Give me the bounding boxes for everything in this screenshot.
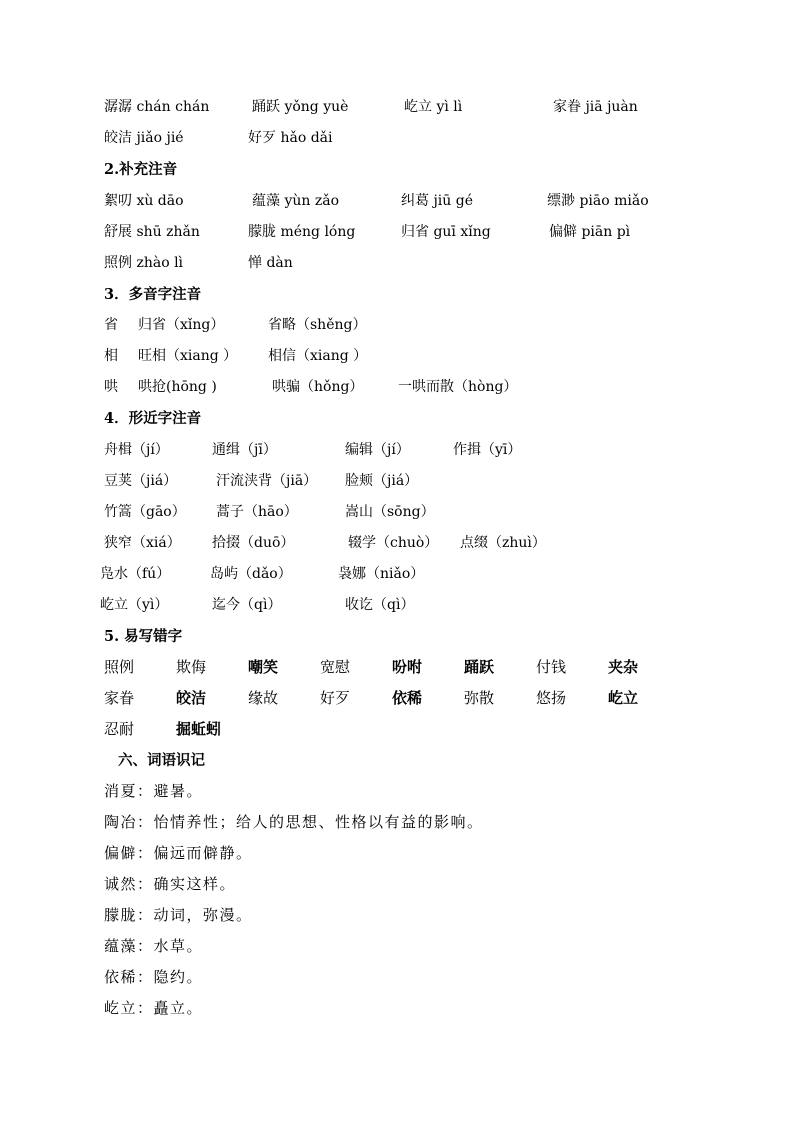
word-pinyin: 竹篙（gāo） bbox=[104, 504, 186, 520]
polyphone-char: 相 bbox=[104, 348, 118, 364]
pinyin-row bbox=[0, 221, 794, 243]
word-pinyin: 缥渺 piāo miǎo bbox=[547, 193, 649, 209]
polyphone-char: 哄 bbox=[104, 379, 118, 395]
similar-char-row bbox=[0, 594, 794, 616]
pinyin-row bbox=[0, 252, 794, 274]
polyphone-char: 省 bbox=[104, 317, 118, 333]
word-pinyin: 编辑（jí） bbox=[345, 442, 410, 458]
word-pinyin: 偏僻 piān pì bbox=[549, 224, 631, 240]
error-prone-row bbox=[0, 687, 794, 709]
word-pinyin: 一哄而散（hòng） bbox=[398, 379, 518, 395]
word-pinyin: 哄抢(hōng ) bbox=[138, 379, 217, 395]
definition-item: 消夏：避暑。 bbox=[104, 782, 204, 800]
error-prone-word: 缘故 bbox=[248, 689, 279, 707]
word-pinyin: 旺相（xiang ） bbox=[138, 348, 238, 364]
section-heading: 六、词语识记 bbox=[118, 752, 205, 769]
error-prone-word: 吩咐 bbox=[392, 658, 423, 676]
similar-char-row bbox=[0, 501, 794, 523]
word-pinyin: 屹立 yì lì bbox=[404, 99, 463, 115]
polyphone-row bbox=[0, 314, 794, 336]
error-prone-word: 屹立 bbox=[608, 689, 639, 707]
word-pinyin: 潺潺 chán chán bbox=[104, 99, 210, 115]
polyphone-row bbox=[0, 345, 794, 367]
word-pinyin: 通缉（jī） bbox=[212, 442, 277, 458]
word-pinyin: 袅娜（niǎo） bbox=[338, 566, 425, 582]
word-pinyin: 省略（shěng） bbox=[268, 317, 367, 333]
section-heading: 5. 易写错字 bbox=[104, 628, 183, 645]
similar-char-row bbox=[0, 563, 794, 585]
error-prone-word: 欺侮 bbox=[176, 658, 207, 676]
error-prone-word: 照例 bbox=[104, 658, 135, 676]
word-pinyin: 哄骗（hǒng） bbox=[272, 379, 364, 395]
error-prone-word: 弥散 bbox=[464, 689, 495, 707]
definition-item: 诚然：确实这样。 bbox=[104, 875, 237, 893]
word-pinyin: 归省 guī xǐng bbox=[401, 224, 491, 240]
word-pinyin: 蕴藻 yùn zǎo bbox=[252, 193, 339, 209]
word-pinyin: 皎洁 jiǎo jié bbox=[104, 130, 184, 146]
word-pinyin: 豆荚（jiá） bbox=[104, 473, 178, 489]
similar-char-row bbox=[0, 532, 794, 554]
word-pinyin: 照例 zhào lì bbox=[104, 255, 184, 271]
error-prone-word: 付钱 bbox=[536, 658, 567, 676]
definition-item: 依稀：隐约。 bbox=[104, 968, 204, 986]
error-prone-word: 夹杂 bbox=[608, 658, 639, 676]
word-pinyin: 踊跃 yǒng yuè bbox=[252, 99, 349, 115]
word-pinyin: 汗流浃背（jiā） bbox=[216, 473, 318, 489]
error-prone-word: 忍耐 bbox=[104, 720, 135, 738]
word-pinyin: 舟楫（jí） bbox=[104, 442, 169, 458]
similar-char-row bbox=[0, 470, 794, 492]
word-pinyin: 嵩山（sōng） bbox=[345, 504, 435, 520]
word-pinyin: 脸颊（jiá） bbox=[345, 473, 419, 489]
word-pinyin: 点缀（zhuì） bbox=[460, 535, 546, 551]
error-prone-word: 嘲笑 bbox=[248, 658, 279, 676]
word-pinyin: 舒展 shū zhǎn bbox=[104, 224, 200, 240]
word-pinyin: 归省（xǐng） bbox=[138, 317, 225, 333]
definition-item: 朦胧：动词，弥漫。 bbox=[104, 906, 253, 924]
word-pinyin: 狭窄（xiá） bbox=[104, 535, 181, 551]
definition-item: 蕴藻：水草。 bbox=[104, 937, 204, 955]
word-pinyin: 拾掇（duō） bbox=[212, 535, 295, 551]
error-prone-word: 依稀 bbox=[392, 689, 423, 707]
section-heading: 4．形近字注音 bbox=[104, 410, 202, 427]
pinyin-row bbox=[0, 190, 794, 212]
section-heading: 2.补充注音 bbox=[104, 161, 178, 178]
error-prone-word: 皎洁 bbox=[176, 689, 207, 707]
error-prone-word: 悠扬 bbox=[536, 689, 567, 707]
definition-item: 偏僻：偏远而僻静。 bbox=[104, 844, 253, 862]
section-heading: 3．多音字注音 bbox=[104, 286, 202, 303]
word-pinyin: 凫水（fú） bbox=[100, 566, 171, 582]
word-pinyin: 作揖（yī） bbox=[453, 442, 522, 458]
error-prone-row bbox=[0, 656, 794, 678]
error-prone-word: 宽慰 bbox=[320, 658, 351, 676]
error-prone-row bbox=[0, 718, 794, 740]
definition-item: 陶冶：怡情养性；给人的思想、性格以有益的影响。 bbox=[104, 813, 484, 831]
error-prone-word: 掘蚯蚓 bbox=[176, 720, 222, 738]
word-pinyin: 岛屿（dǎo） bbox=[210, 566, 292, 582]
word-pinyin: 屹立（yì） bbox=[100, 597, 169, 613]
word-pinyin: 迄今（qì） bbox=[212, 597, 282, 613]
word-pinyin: 蒿子（hāo） bbox=[216, 504, 298, 520]
word-pinyin: 纠葛 jiū gé bbox=[401, 193, 473, 209]
similar-char-row bbox=[0, 439, 794, 461]
error-prone-word: 好歹 bbox=[320, 689, 351, 707]
word-pinyin: 好歹 hǎo dǎi bbox=[248, 130, 333, 146]
error-prone-word: 踊跃 bbox=[464, 658, 495, 676]
word-pinyin: 辍学（chuò） bbox=[348, 535, 439, 551]
word-pinyin: 相信（xiang ） bbox=[268, 348, 368, 364]
pinyin-row bbox=[0, 96, 794, 118]
word-pinyin: 家眷 jiā juàn bbox=[553, 99, 638, 115]
word-pinyin: 朦胧 méng lóng bbox=[248, 224, 356, 240]
word-pinyin: 絮叨 xù dāo bbox=[104, 193, 184, 209]
pinyin-row bbox=[0, 127, 794, 149]
word-pinyin: 收讫（qì） bbox=[345, 597, 415, 613]
word-pinyin: 惮 dàn bbox=[248, 255, 293, 271]
definition-item: 屹立：矗立。 bbox=[104, 999, 204, 1017]
error-prone-word: 家眷 bbox=[104, 689, 135, 707]
polyphone-row bbox=[0, 376, 794, 398]
